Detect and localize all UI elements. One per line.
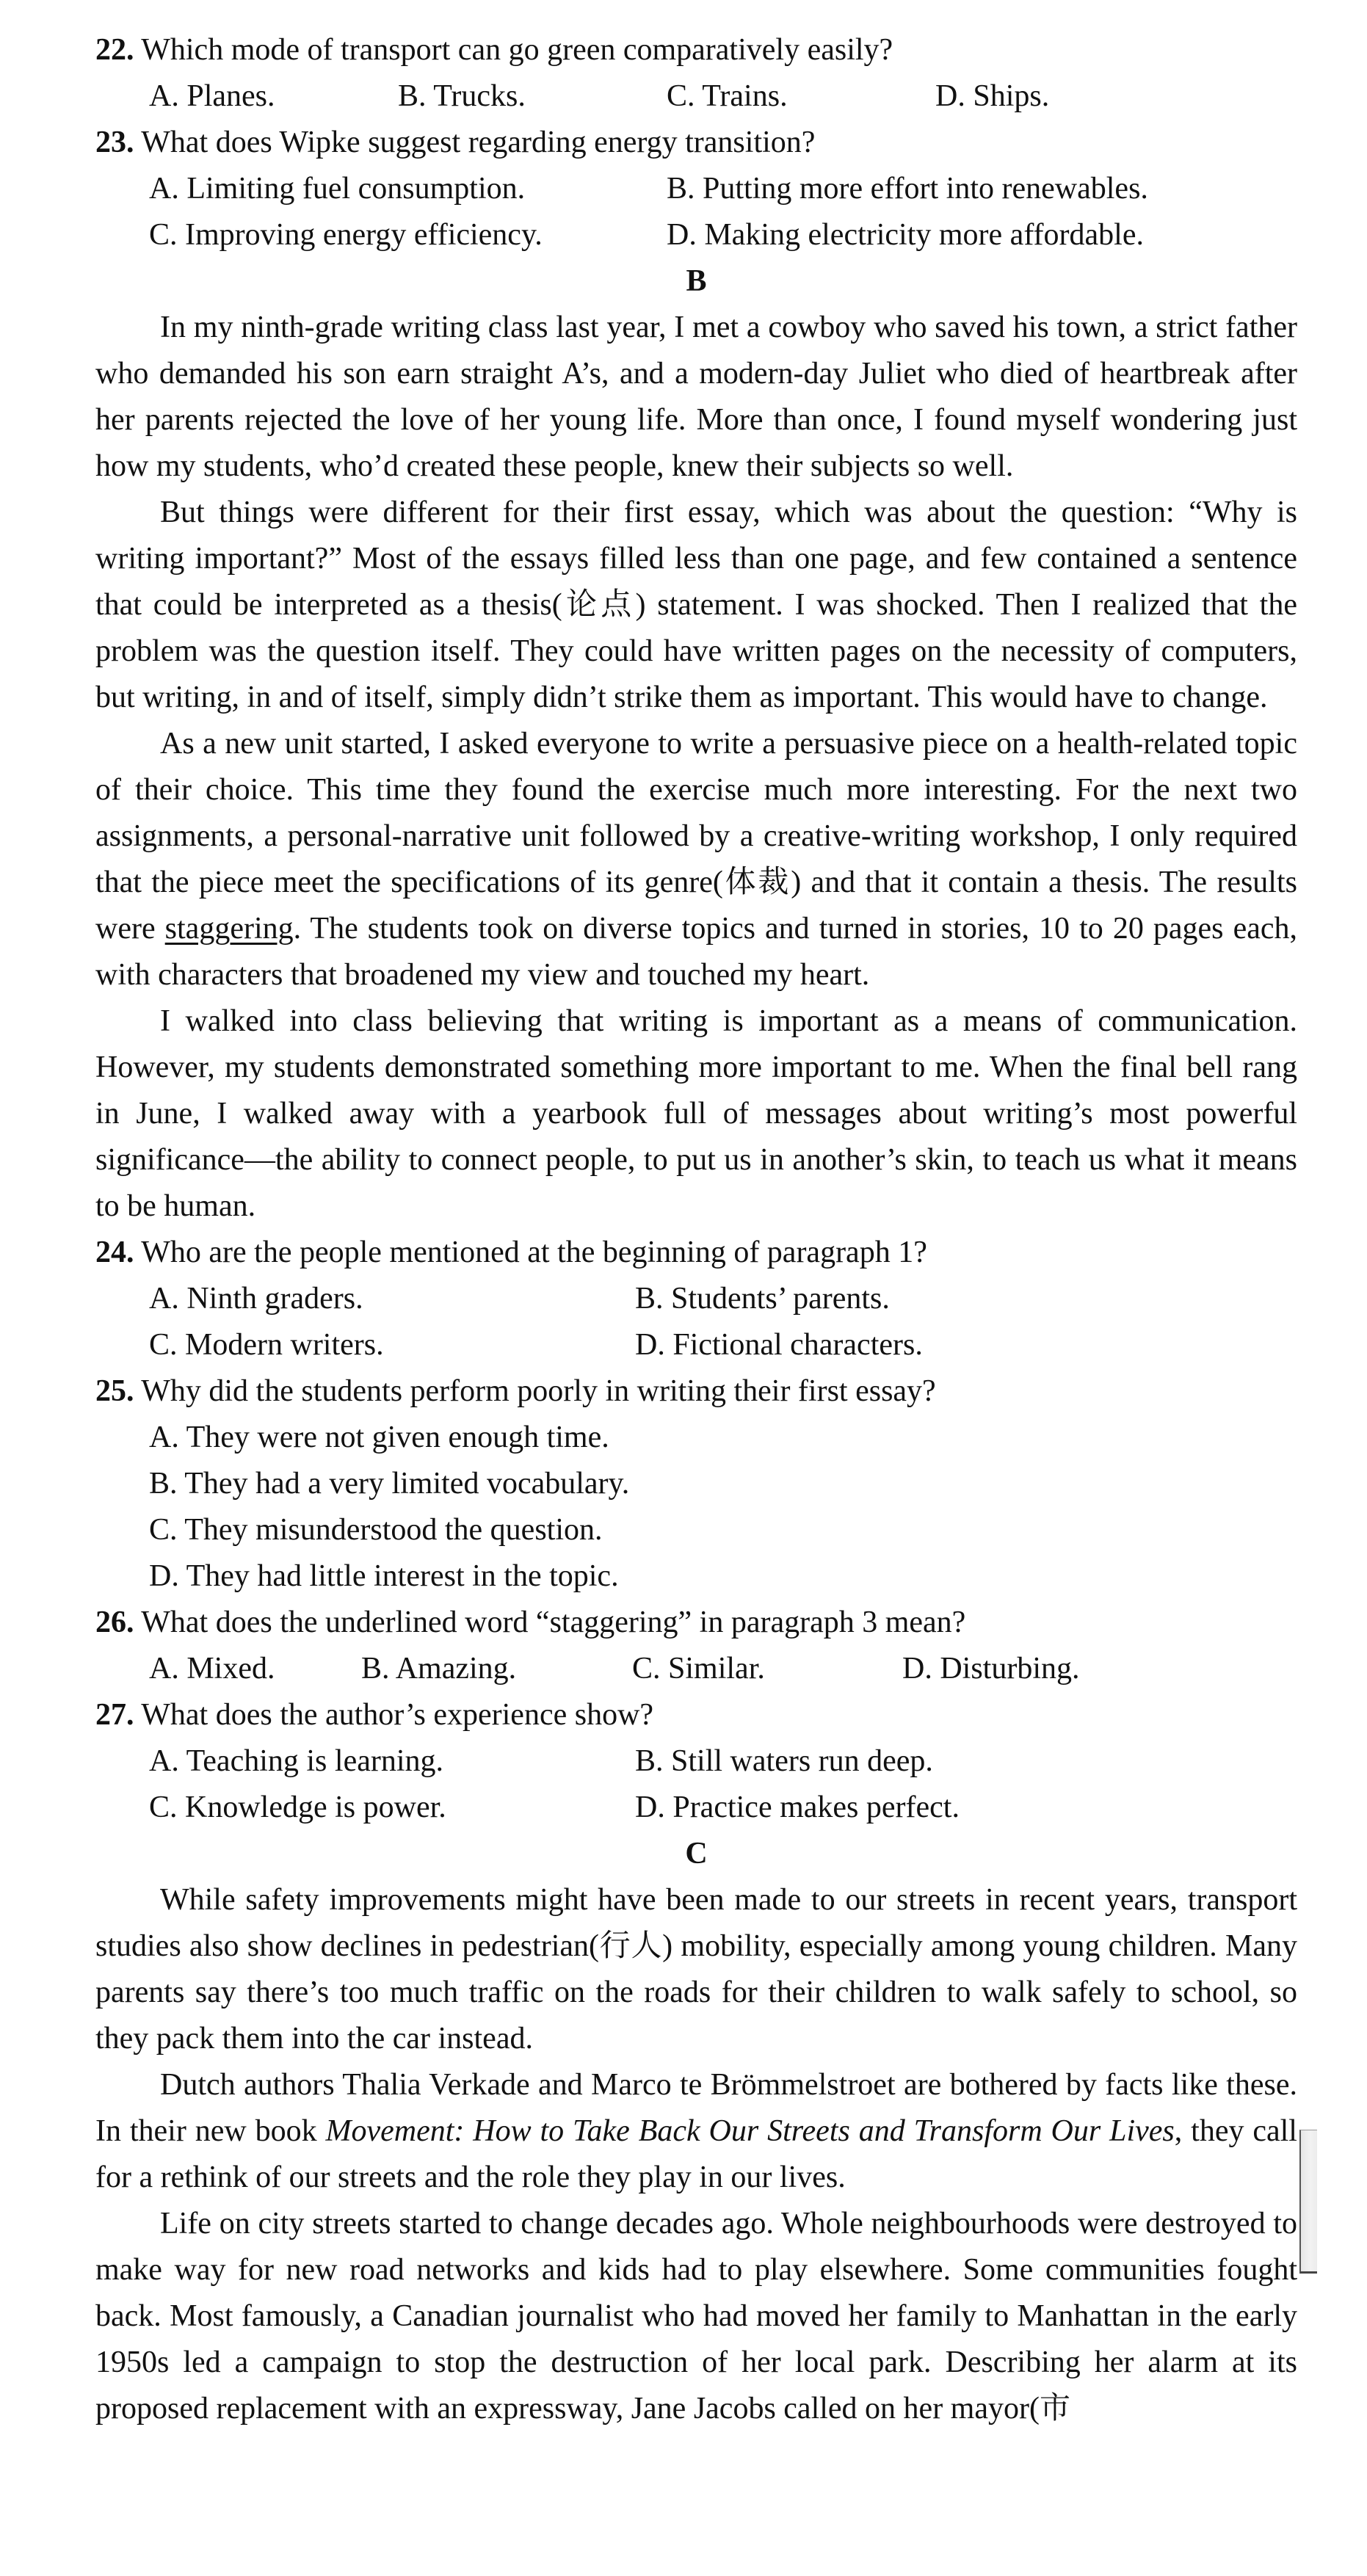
- option-c[interactable]: C. Improving energy efficiency.: [149, 218, 543, 252]
- question-stem: [95, 120, 1297, 166]
- options-row: [95, 212, 1297, 258]
- options-row: [95, 1322, 1297, 1368]
- option-a[interactable]: A. Planes.: [149, 79, 275, 113]
- passage-b-paragraph-2: But things were different for their first essay, which was about the question: “Why is writing important?” Most of the essays filled less than one page, and few contained a sentence that could be interpreted as a thesis(论点) statement. I was shocked. Then I realized that the problem was the question itself. They could have written pages on the necessity of computers, but writing, in and of itself, simply didn’t strike them as important. This would have to change.: [95, 496, 1297, 714]
- options-row: [95, 1646, 1297, 1692]
- question-number: 26.: [95, 1606, 134, 1639]
- question-22: [95, 27, 1297, 120]
- option-b[interactable]: B. Students’ parents.: [635, 1282, 890, 1316]
- paragraph-text: , they call for a rethink of our streets and the role they play in our lives.: [95, 2114, 1297, 2194]
- options-row: [95, 1276, 1297, 1322]
- question-text: What does Wipke suggest regarding energy transition?: [141, 126, 816, 159]
- option-a[interactable]: A. Limiting fuel consumption.: [149, 172, 526, 206]
- exam-page: [95, 27, 1297, 2432]
- passage-b-paragraph-1: In my ninth-grade writing class last year, I met a cowboy who saved his town, a strict father who demanded his son earn straight A’s, and a modern-day Juliet who died of heartbreak after her parents rejected the love of her young life. More than once, I found myself wondering just how my students, who’d created these people, knew their subjects so well.: [95, 311, 1297, 483]
- question-27: [95, 1692, 1297, 1831]
- paragraph-text: . The students took on diverse topics and turned in stories, 10 to 20 pages each, with characters that broadened my view and touched my heart.: [95, 912, 1298, 992]
- option-c[interactable]: C. Trains.: [667, 79, 788, 113]
- option-d[interactable]: D. They had little interest in the topic.: [149, 1559, 619, 1593]
- option-a[interactable]: A. Teaching is learning.: [149, 1744, 444, 1778]
- option-d[interactable]: D. Fictional characters.: [635, 1328, 923, 1362]
- question-stem: [95, 27, 1297, 73]
- passage-c-paragraph-3: Life on city streets started to change decades ago. Whole neighbourhoods were destroyed to make way for new road networks and kids had to play elsewhere. Some communities fought back. Most famously, a Canadian journalist who had moved her family to Manhattan in the early 1950s led a campaign to stop the destruction of her local park. Describing her alarm at its proposed replacement with an expressway, Jane Jacobs called on her mayor(市: [95, 2207, 1297, 2426]
- passage-c-paragraph-1: While safety improvements might have been made to our streets in recent years, transport studies also show declines in pedestrian(行人) mobility, especially among young children. Many parents say there’s too much traffic on the roads for their children to walk safely to school, so they pack them into the car instead.: [95, 1883, 1297, 2056]
- book-title: Movement: How to Take Back Our Streets and Transform Our Lives: [325, 2114, 1175, 2148]
- paragraph-text: As a new unit started, I asked everyone to write a persuasive piece on a health-related topic of their choice. This time they found the exercise much more interesting. For the next two assignments, a personal-narrative unit followed by a creative-writing workshop, I only required that the piece meet the specifications of its genre(体裁) and that it contain a thesis. The results were: [95, 727, 1297, 946]
- question-number: 27.: [95, 1698, 134, 1732]
- question-number: 25.: [95, 1374, 134, 1408]
- question-24: [95, 1230, 1297, 1368]
- option-d[interactable]: D. Disturbing.: [902, 1652, 1080, 1686]
- option-b[interactable]: B. Trucks.: [398, 79, 526, 113]
- question-text: Who are the people mentioned at the beginning of paragraph 1?: [141, 1236, 927, 1269]
- question-number: 22.: [95, 33, 134, 67]
- passage-c-paragraph-2: [95, 2062, 1297, 2201]
- question-stem: [95, 1230, 1297, 1276]
- question-number: 24.: [95, 1236, 134, 1269]
- question-25: [95, 1368, 1297, 1600]
- option-a[interactable]: A. Ninth graders.: [149, 1282, 363, 1316]
- option-a[interactable]: A. They were not given enough time.: [149, 1421, 609, 1454]
- question-text: Why did the students perform poorly in writing their first essay?: [141, 1374, 936, 1408]
- option-c[interactable]: C. They misunderstood the question.: [149, 1513, 603, 1547]
- question-26: [95, 1600, 1297, 1692]
- option-c[interactable]: C. Modern writers.: [149, 1328, 384, 1362]
- passage-b-paragraph-4: I walked into class believing that writing is important as a means of communication. However, my students demonstrated something more important to me. When the final bell rang in June, I walked away with a yearbook full of messages about writing’s most powerful significance—the ability to connect people, to put us in another’s skin, to teach us what it means to be human.: [95, 1004, 1297, 1223]
- question-text: What does the author’s experience show?: [141, 1698, 654, 1732]
- options-row: [95, 1738, 1297, 1785]
- passage-b-paragraph-3: [95, 721, 1297, 998]
- option-c[interactable]: C. Knowledge is power.: [149, 1790, 446, 1824]
- options-row: [95, 1461, 1297, 1507]
- option-b[interactable]: B. They had a very limited vocabulary.: [149, 1467, 630, 1501]
- paragraph-text: Dutch authors Thalia Verkade and Marco te Brömmelstroet are bothered by facts like these. In their new book: [95, 2068, 1297, 2148]
- options-row: [95, 1507, 1297, 1553]
- options-row: [95, 73, 1297, 120]
- page-fold-shadow: [1299, 2130, 1317, 2274]
- option-b[interactable]: B. Amazing.: [361, 1652, 517, 1686]
- options-row: [95, 1415, 1297, 1461]
- question-23: [95, 120, 1297, 258]
- question-stem: [95, 1692, 1297, 1738]
- option-b[interactable]: B. Putting more effort into renewables.: [667, 172, 1148, 206]
- section-heading-c: C: [685, 1837, 708, 1871]
- options-row: [95, 1553, 1297, 1600]
- option-a[interactable]: A. Mixed.: [149, 1652, 275, 1686]
- options-row: [95, 166, 1297, 212]
- option-d[interactable]: D. Practice makes perfect.: [635, 1790, 960, 1824]
- option-c[interactable]: C. Similar.: [632, 1652, 765, 1686]
- question-text: Which mode of transport can go green comparatively easily?: [141, 33, 893, 67]
- question-text: What does the underlined word “staggering” in paragraph 3 mean?: [141, 1606, 966, 1639]
- option-d[interactable]: D. Making electricity more affordable.: [667, 218, 1144, 252]
- question-stem: [95, 1600, 1297, 1646]
- question-stem: [95, 1368, 1297, 1415]
- underlined-word: staggering: [164, 912, 294, 946]
- option-d[interactable]: D. Ships.: [935, 79, 1050, 113]
- question-number: 23.: [95, 126, 134, 159]
- options-row: [95, 1785, 1297, 1831]
- option-b[interactable]: B. Still waters run deep.: [635, 1744, 933, 1778]
- section-heading-b: B: [686, 264, 707, 298]
